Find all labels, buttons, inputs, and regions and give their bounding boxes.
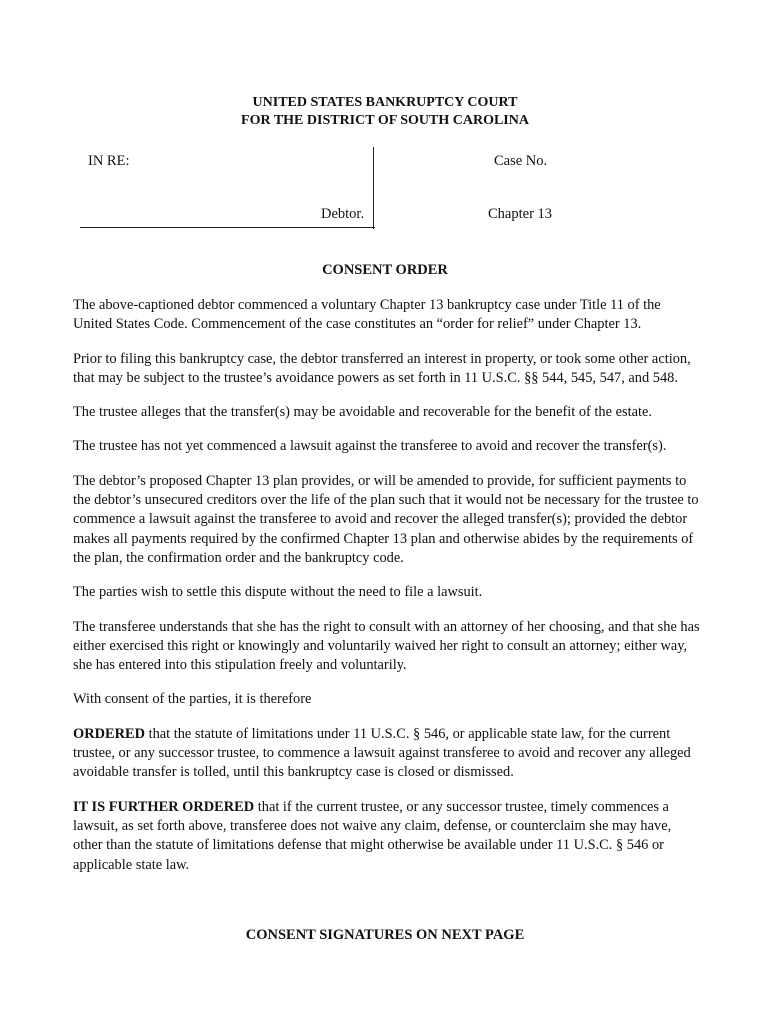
paragraph: The trustee has not yet commenced a lawsuit against the transferee to avoid and recover the transfer(s). <box>73 438 667 455</box>
caption-divider <box>373 147 374 229</box>
paragraph: The trustee alleges that the transfer(s) may be avoidable and recoverable for the benefit of the estate. <box>73 404 652 421</box>
paragraph: Prior to filing this bankruptcy case, the debtor transferred an interest in property, or took some other action, that may be subject to the trustee’s avoidance powers as set forth in 11 U.S.C. §§ 544, 545, 547, and 548. <box>73 350 691 386</box>
case-number-label: Case No. <box>494 153 548 169</box>
court-name: UNITED STATES BANKRUPTCY COURT <box>252 95 518 110</box>
case-caption <box>0 0 770 240</box>
order-title: CONSENT ORDER <box>322 262 448 278</box>
paragraph: The debtor’s proposed Chapter 13 plan provides, or will be amended to provide, for sufficient payments to the debtor’s unsecured creditors over the life of the plan such that it would not be necessary for the trustee to commence a lawsuit against the transferee to avoid and recover the alleged transfer(s); provided the debtor makes all payments required by the confirmed Chapter 13 plan and otherwise abides by the requirements of the plan, the confirmation order and the bankruptcy code. <box>73 472 699 566</box>
signatures-notice: CONSENT SIGNATURES ON NEXT PAGE <box>245 927 525 943</box>
ordered-lead: ORDERED <box>73 725 145 742</box>
further-ordered-text: that if the current trustee, or any successor trustee, timely commences a lawsuit, as set forth above, transferee does not waive any claim, defense, or counterclaim she may have, other than the statute of limitations defense that might otherwise be available under 11 U.S.C. § 546 or applicable state law. <box>73 798 672 873</box>
chapter-label: Chapter 13 <box>488 206 553 222</box>
debtor-label: Debtor. <box>321 206 365 222</box>
ordered-paragraph <box>73 725 703 783</box>
paragraph: The parties wish to settle this dispute without the need to file a lawsuit. <box>73 584 483 601</box>
further-ordered-paragraph <box>73 798 703 875</box>
order-body <box>73 296 703 890</box>
further-ordered-lead: IT IS FURTHER ORDERED <box>73 798 255 815</box>
court-district: FOR THE DISTRICT OF SOUTH CAROLINA <box>241 113 529 128</box>
in-re-label: IN RE: <box>88 153 130 169</box>
paragraph: The above-captioned debtor commenced a voluntary Chapter 13 bankruptcy case under Title 11 of the United States Code. Commencement of the case constitutes an “order for relief” under Chapter 13. <box>73 297 661 333</box>
debtor-name-line <box>80 227 375 228</box>
paragraph: With consent of the parties, it is therefore <box>73 691 312 708</box>
paragraph: The transferee understands that she has the right to consult with an attorney of her choosing, and that she has either exercised this right or knowingly and voluntarily waived her right to consult an attorney; either way, she has entered into this stipulation freely and voluntarily. <box>73 618 700 674</box>
ordered-text: that the statute of limitations under 11 U.S.C. § 546, or applicable state law, for the current trustee, or any successor trustee, to commence a lawsuit against transferee to avoid and recover any alleged avoidable transfer is tolled, until this bankruptcy case is closed or dismissed. <box>73 725 691 781</box>
